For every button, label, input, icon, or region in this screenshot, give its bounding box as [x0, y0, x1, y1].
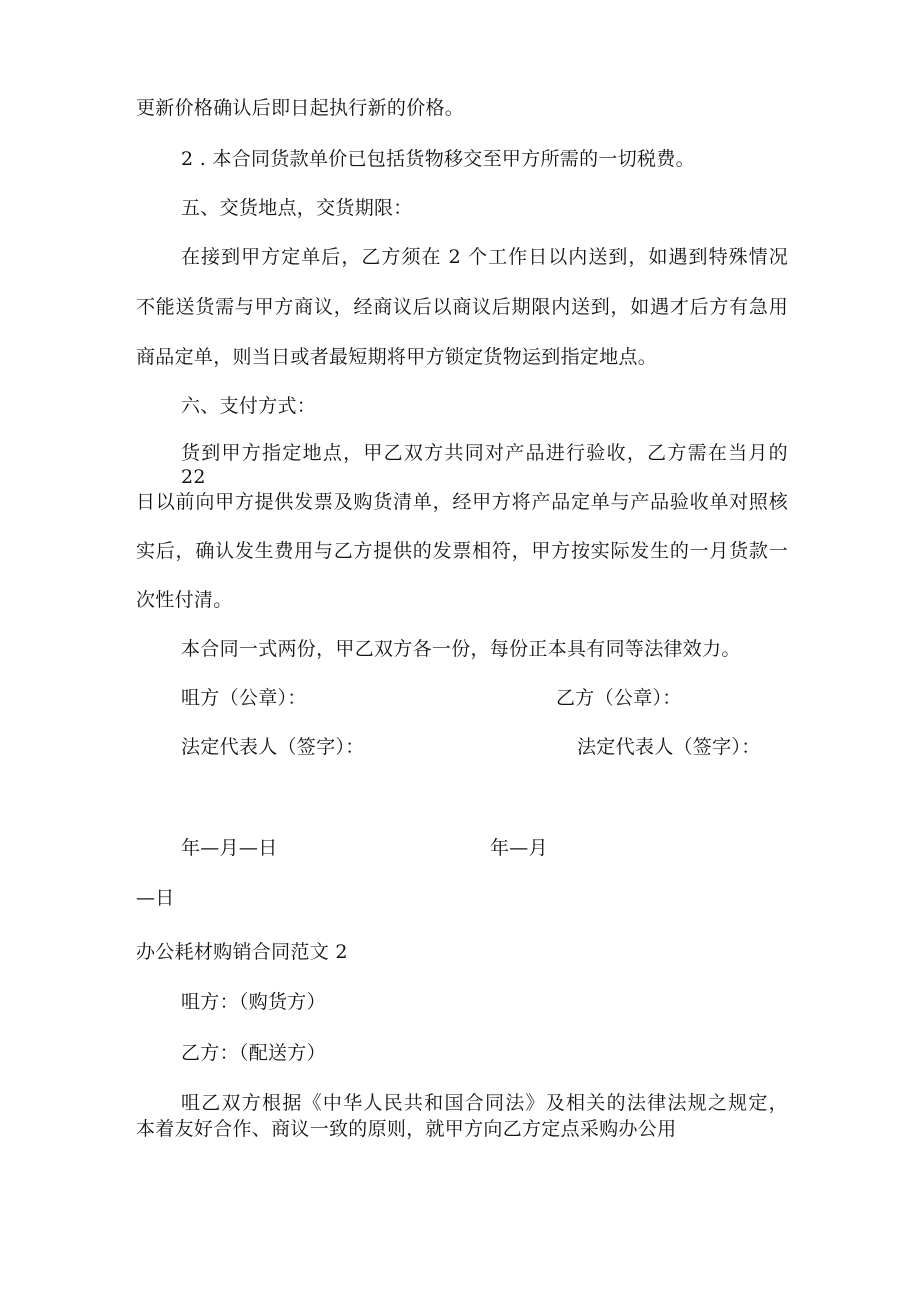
paragraph-line: 更新价格确认后即日起执行新的价格。	[136, 97, 465, 119]
section-heading: 五、交货地点，交货期限：	[181, 197, 413, 219]
party-a-rep-label: 法定代表人（签字）：	[181, 736, 365, 758]
paragraph-line: 实后，确认发生费用与乙方提供的发票相符，甲方按实际发生的一月货款一	[136, 540, 788, 562]
party-a-seal-label: 咀方（公章）：	[181, 687, 307, 709]
paragraph-line: 货到甲方指定地点，甲乙双方共同对产品进行验收，乙方需在当月的 22	[181, 442, 788, 488]
party-b-date-continued: —日	[136, 887, 175, 909]
contract2-party-b: 乙方：（配送方）	[181, 1042, 326, 1064]
paragraph-line: 次性付清。	[136, 589, 233, 611]
paragraph-line: 商品定单，则当日或者最短期将甲方锁定货物运到指定地点。	[136, 346, 658, 368]
paragraph-line: 咀乙双方根据《中华人民共和国合同法》及相关的法律法规之规定，	[181, 1092, 788, 1114]
paragraph-line: 本着友好合作、商议一致的原则，就甲方向乙方定点采购办公用	[136, 1118, 677, 1140]
section-heading: 六、支付方式：	[181, 395, 317, 417]
paragraph-line: 在接到甲方定单后，乙方须在 2 个工作日以内送到，如遇到特殊情况	[181, 246, 788, 268]
party-b-rep-label: 法定代表人（签字）：	[577, 736, 761, 758]
contract2-title: 办公耗材购销合同范文 2	[136, 941, 348, 963]
paragraph-line: 日以前向甲方提供发票及购货清单，经甲方将产品定单与产品验收单对照核	[136, 491, 788, 513]
party-b-seal-label: 乙方（公章）：	[556, 687, 682, 709]
paragraph-line: 不能送货需与甲方商议，经商议后以商议后期限内送到，如遇才后方有急用	[136, 296, 788, 318]
paragraph-line: 本合同一式两份，甲乙双方各一份，每份正本具有同等法律效力。	[181, 638, 741, 660]
party-b-date: 年—月	[490, 837, 548, 859]
paragraph-line: 2 . 本合同货款单价已包括货物移交至甲方所需的一切税费。	[181, 148, 695, 170]
contract2-party-a: 咀方：（购货方）	[181, 991, 326, 1013]
party-a-date: 年—月—日	[181, 837, 278, 859]
